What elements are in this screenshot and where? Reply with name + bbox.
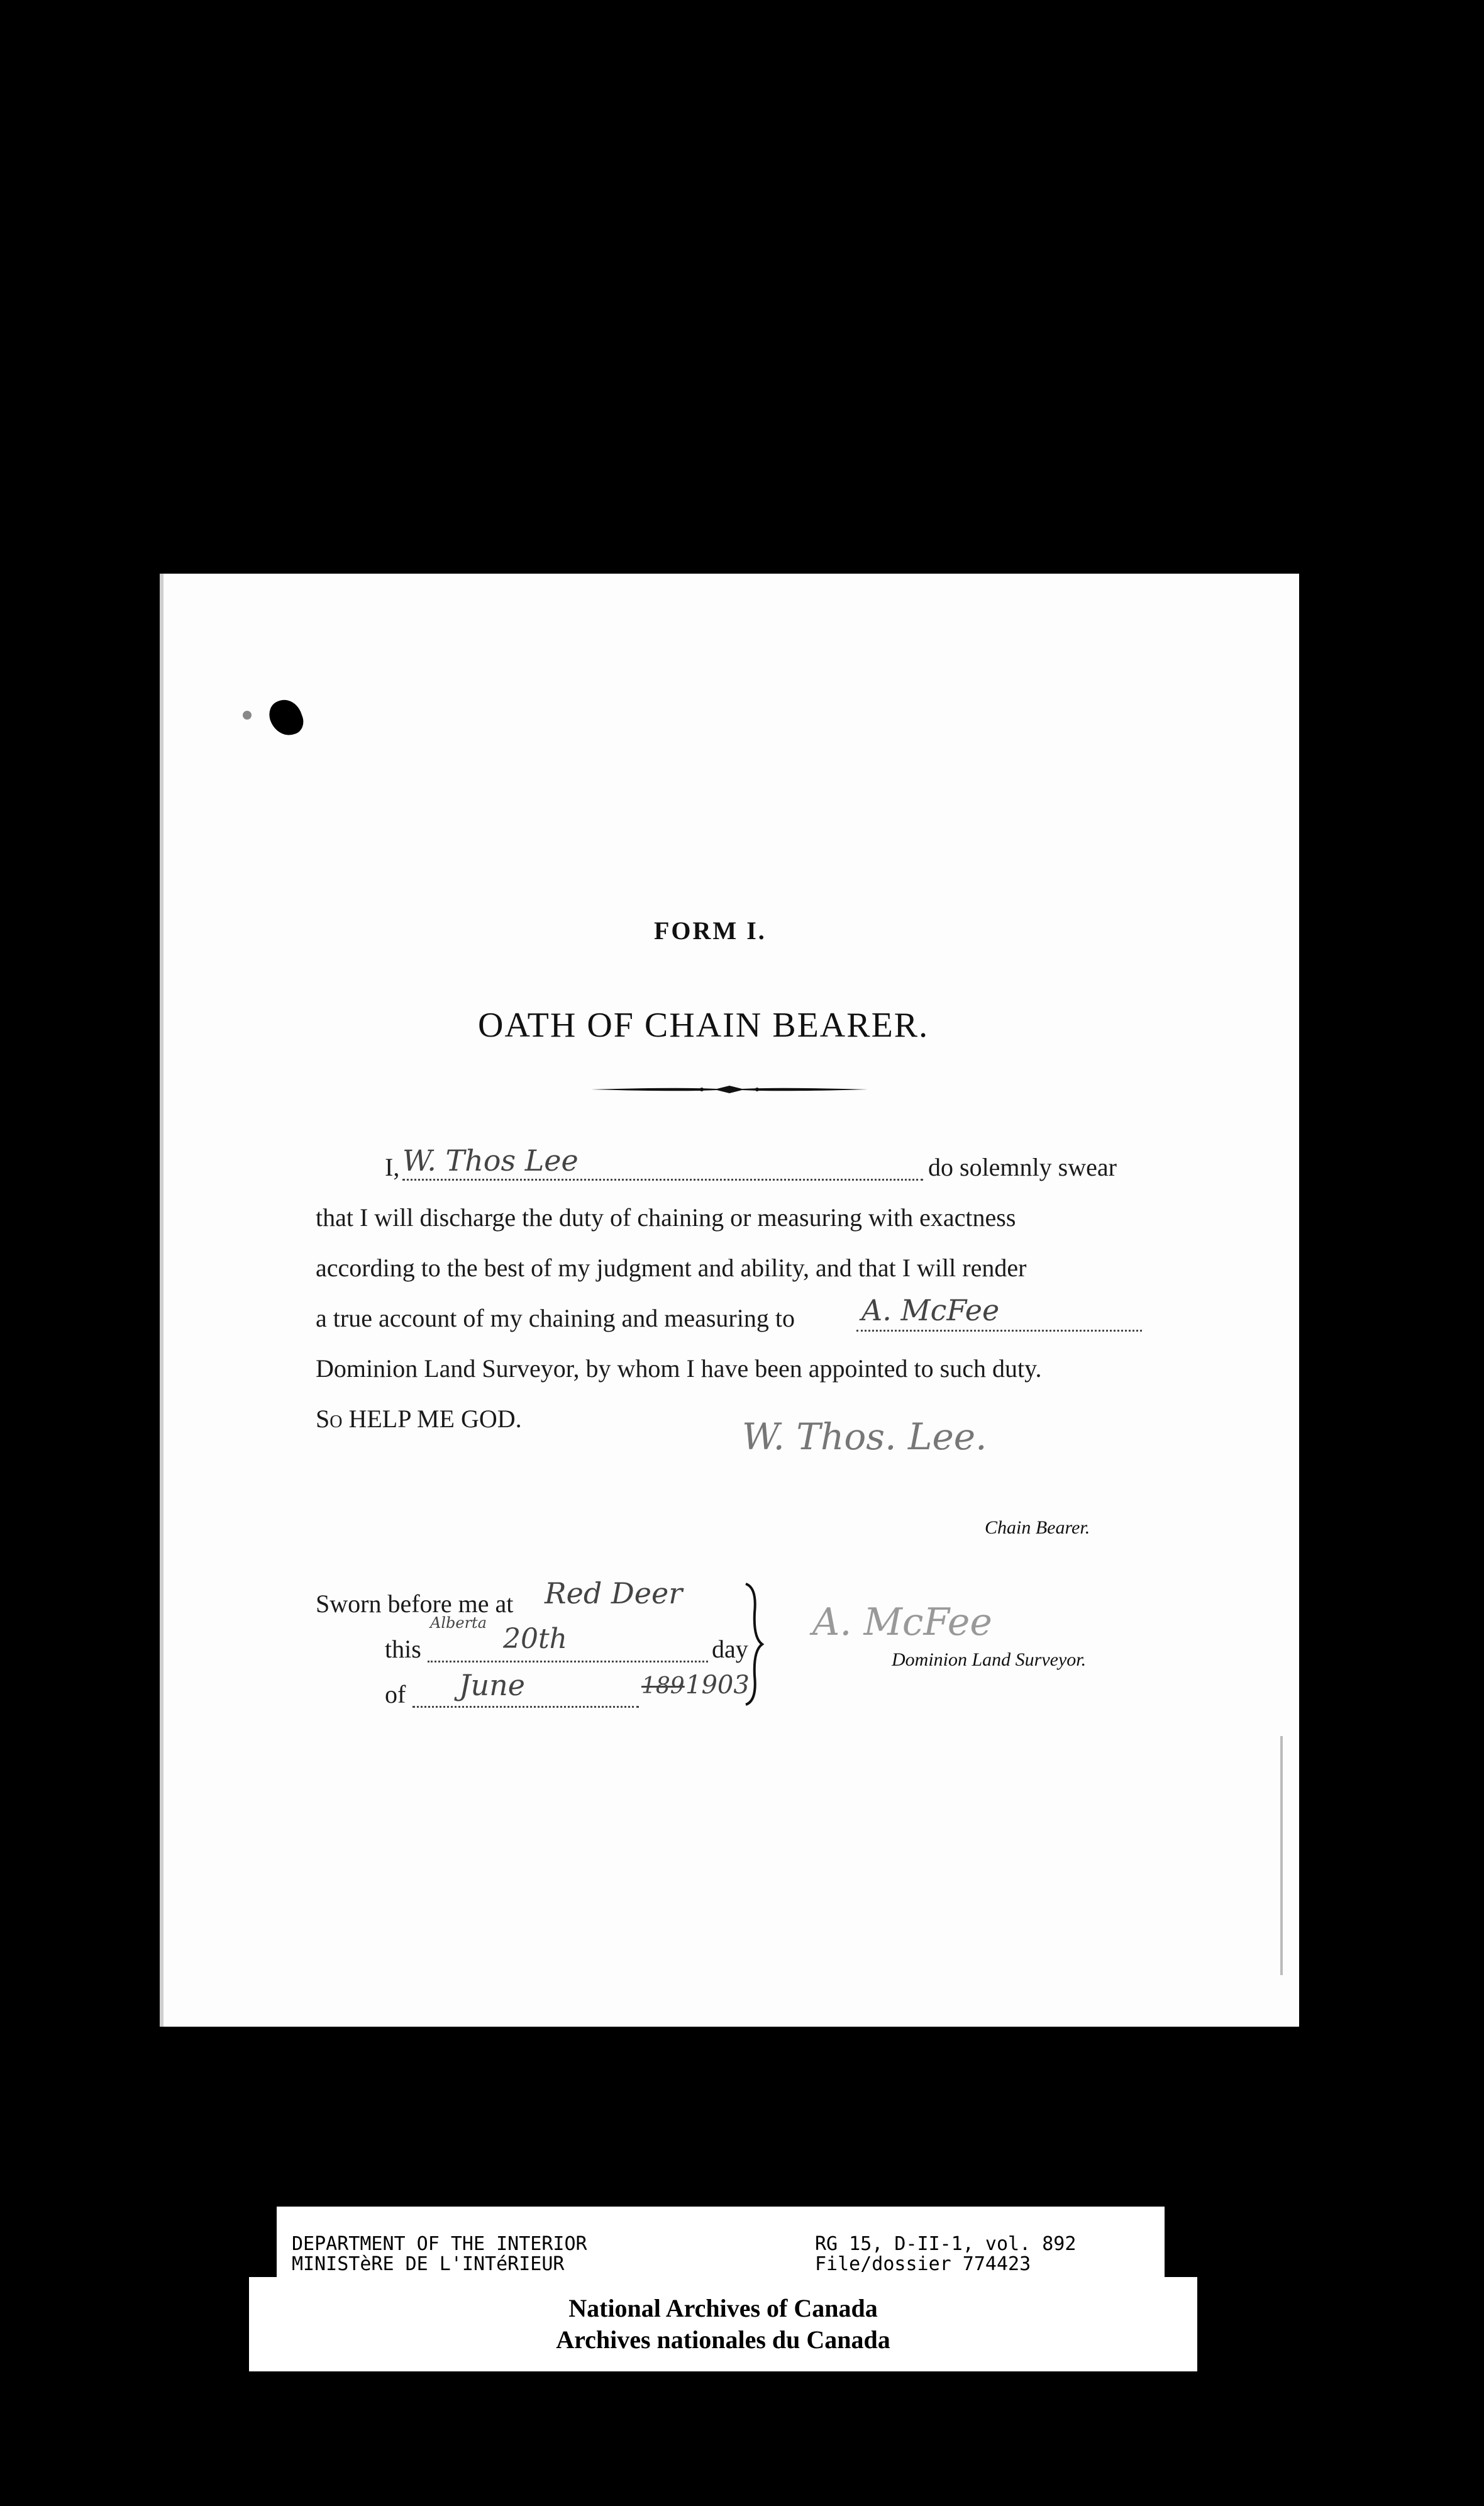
sworn-prefix: Sworn before me at	[316, 1590, 514, 1618]
oath-line-2: that I will discharge the duty of chaining or measuring with exactness	[316, 1203, 1016, 1232]
handwritten-name: W. Thos Lee	[402, 1144, 579, 1178]
chain-bearer-signature: W. Thos. Lee.	[742, 1415, 987, 1458]
month-dotted-line	[413, 1706, 639, 1708]
bracket-brace	[742, 1581, 767, 1707]
handwritten-year: 1903	[685, 1671, 750, 1700]
archives-label	[249, 2277, 1197, 2371]
day-dotted-line	[428, 1661, 708, 1662]
oath-line-1-prefix: I,	[385, 1153, 400, 1181]
handwritten-month: June	[459, 1668, 525, 1702]
oath-line-4-prefix: a true account of my chaining and measuring to	[316, 1304, 795, 1332]
chain-bearer-caption: Chain Bearer.	[985, 1517, 1090, 1538]
reference-number: RG 15, D-II-1, vol. 892	[815, 2233, 1077, 2255]
handwritten-surveyor-name: A. McFee	[861, 1293, 1000, 1327]
handwritten-place: Red Deer	[545, 1576, 683, 1610]
oath-line-1-suffix: do solemnly swear	[928, 1153, 1117, 1181]
department-en: DEPARTMENT OF THE INTERIOR	[292, 2233, 587, 2255]
handwritten-day: 20th	[503, 1623, 568, 1655]
handwritten-province: Alberta	[430, 1614, 487, 1632]
page-edge-shadow	[1280, 1736, 1294, 1975]
document-page	[160, 574, 1299, 2027]
surveyor-dotted-line	[856, 1330, 1142, 1332]
ink-dot	[243, 711, 252, 720]
oath-line-3: according to the best of my judgment and ability, and that I will render	[316, 1254, 1027, 1282]
archives-fr: Archives nationales du Canada	[556, 2325, 890, 2354]
handwritten-year-struck: 189	[641, 1673, 685, 1699]
department-fr: MINISTèRE DE L'INTéRIEUR	[292, 2253, 565, 2275]
oath-line-6: So HELP ME GOD.	[316, 1405, 522, 1433]
oath-line-5: Dominion Land Surveyor, by whom I have been appointed to such duty.	[316, 1354, 1042, 1383]
of-label: of	[385, 1680, 406, 1708]
surveyor-caption: Dominion Land Surveyor.	[892, 1649, 1087, 1670]
archives-en: National Archives of Canada	[568, 2294, 878, 2322]
page-title: OATH OF CHAIN BEARER.	[478, 1006, 929, 1045]
form-label: FORM I.	[654, 916, 767, 945]
name-dotted-line	[402, 1179, 923, 1181]
day-label: day	[712, 1635, 748, 1663]
surveyor-signature: A. McFee	[812, 1600, 992, 1644]
this-label: this	[385, 1635, 421, 1663]
file-number: File/dossier 774423	[815, 2253, 1031, 2275]
ornament-divider	[591, 1083, 868, 1096]
reference-label	[277, 2207, 1165, 2282]
